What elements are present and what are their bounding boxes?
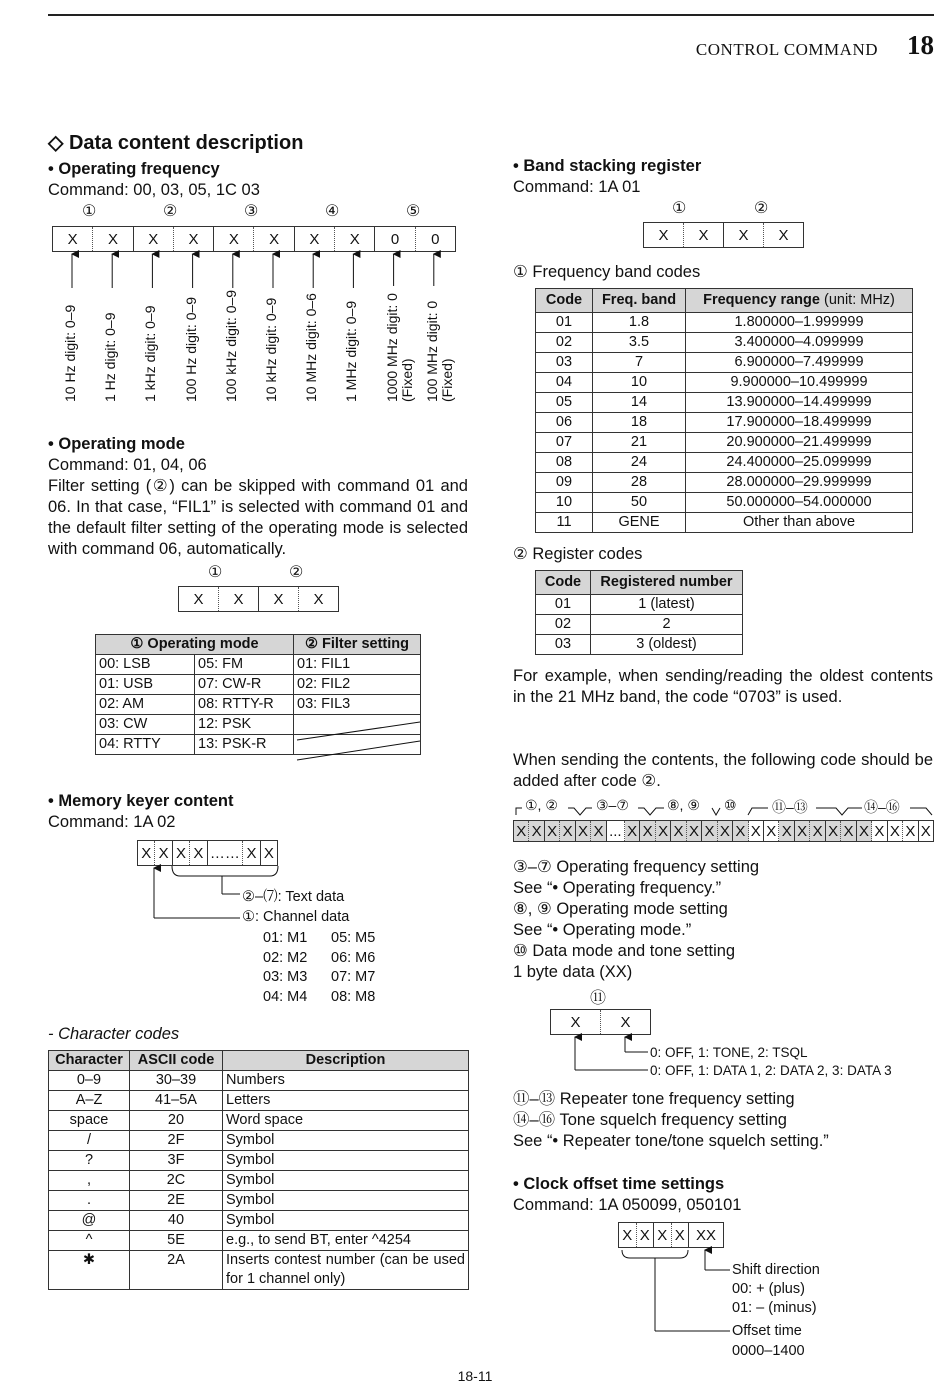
freq-cell: 50 [593,493,686,513]
charcodes-cell: 3F [130,1151,223,1171]
charcodes-cell: 20 [130,1111,223,1131]
charcodes-cell: 0–9 [49,1071,130,1091]
charcodes-cell: 2F [130,1131,223,1151]
freq-cell: 3.400000–4.099999 [686,333,913,353]
seq-group-label: ①, ② [525,797,558,813]
clock-offset-range: 0000–1400 [732,1343,805,1359]
keyer-channel: 04: M4 [263,988,308,1005]
page-number: 18 [907,30,934,60]
charcodes-cell: Inserts contest number (can be used for 1 channel only) [223,1251,469,1290]
freq-band-title: ① Frequency band codes [513,263,701,281]
charcodes-cell: 2A [130,1251,223,1290]
clock-cell: X [672,1223,690,1247]
opfreq-command: Command: 00, 03, 05, 1C 03 [48,181,260,199]
freq-cell: 20.900000–21.499999 [686,433,913,453]
clock-cell: X [654,1223,672,1247]
opfreq-digit-label: 10 kHz digit: 0–9 [263,297,279,402]
charcodes-cell: 2E [130,1191,223,1211]
opmode-cell: 03: CW [96,715,195,735]
freq-cell: 3.5 [593,333,686,353]
band-cell: X [724,223,764,247]
seq-cell: X [529,821,544,841]
band-mark-1: ① [672,200,687,217]
freq-cell: 01 [536,313,593,333]
seq-cell: X [749,821,764,841]
band-note: See “• Operating mode.” [513,921,692,939]
clock-cell: XX [695,1226,716,1244]
clock-cell: X [637,1223,655,1247]
charcodes-cell: Symbol [223,1211,469,1231]
opmode-cell: 02: FIL2 [294,675,421,695]
opmode-cell: X [179,587,219,611]
seq-cell: X [656,821,671,841]
charcodes-cell: 40 [130,1211,223,1231]
band-sending-text: When sending the contents, the following code should be added after code ②. [513,751,933,790]
freq-cell: 24.400000–25.099999 [686,453,913,473]
freq-cell: 05 [536,393,593,413]
clock-title: • Clock offset time settings [513,1175,725,1193]
band-note: ⑪–⑬ Repeater tone frequency setting [513,1090,795,1108]
seq-cell: X [888,821,903,841]
band-example-text: For example, when sending/reading the oldest contents in the 21 MHz band, the code “0703” is used. [513,667,933,706]
opmode-cell: X [313,590,324,608]
opfreq-cell: X [214,227,254,251]
reg-header: Code [536,571,591,595]
tone-mode-label: 0: OFF, 1: TONE, 2: TSQL [650,1045,808,1060]
clock-command: Command: 1A 050099, 050101 [513,1196,742,1214]
freq-cell: 7 [593,353,686,373]
opfreq-digit-label: 10 Hz digit: 0–9 [62,304,78,402]
opmode-cell: 00: LSB [96,655,195,675]
freq-cell: 17.900000–18.499999 [686,413,913,433]
seq-cell: X [857,821,872,841]
opmode-cell: 12: PSK [195,715,294,735]
opfreq-group-mark: ① [82,203,97,220]
reg-cell: 2 [591,615,743,635]
freq-cell: 6.900000–7.499999 [686,353,913,373]
opmode-cell: 08: RTTY-R [195,695,294,715]
freq-cell: 04 [536,373,593,393]
opfreq-digit-label: 1 kHz digit: 0–9 [142,305,159,402]
reg-header: Registered number [591,571,743,595]
clock-cell: X [619,1223,637,1247]
band-note: ⑭–⑯ Tone squelch frequency setting [513,1111,787,1129]
charcodes-cell: 5E [130,1231,223,1251]
clock-offset-label: Offset time [732,1323,802,1339]
freq-header-code: Code [536,289,593,313]
band-note: See “• Repeater tone/tone squelch setting.” [513,1132,829,1150]
keyer-cell: X [263,844,274,862]
opfreq-digit-label: 100 Hz digit: 0–9 [182,296,199,402]
opfreq-fixed-label: (Fixed) [438,358,455,402]
opmode-mark-2: ② [289,564,304,581]
freq-cell: 13.900000–14.499999 [686,393,913,413]
freq-cell: 50.000000–54.000000 [686,493,913,513]
charcodes-cell: , [49,1171,130,1191]
freq-cell: 24 [593,453,686,473]
opfreq-digit-label: 100 kHz digit: 0–9 [222,289,239,402]
charcodes-cell: @ [49,1211,130,1231]
band-note: ⑧, ⑨ Operating mode setting [513,900,728,918]
seq-cell: X [514,821,529,841]
keyer-text-data: ②–⑺: Text data [242,889,345,905]
opfreq-title: • Operating frequency [48,160,220,178]
freq-cell: 02 [536,333,593,353]
opfreq-fixed-label: (Fixed) [398,358,415,402]
opmode-header-mode: ① Operating mode [96,635,294,655]
keyer-channel: 03: M3 [263,969,308,985]
seq-group-label: ⑩ [724,797,737,813]
charcodes-cell: Symbol [223,1171,469,1191]
band-cell: X [644,223,684,247]
seq-group-label: ⑭–⑯ [864,799,900,815]
charcodes-cell: Word space [223,1111,469,1131]
keyer-channel: 02: M2 [263,949,308,966]
opmode-cell: 07: CW-R [195,675,294,695]
seq-cell: X [702,821,717,841]
charcodes-header: ASCII code [130,1051,223,1071]
opfreq-group-mark: ② [163,203,178,220]
charcodes-cell: Letters [223,1091,469,1111]
seq-cell: X [903,821,918,841]
register-title: ② Register codes [513,545,643,563]
keyer-title: • Memory keyer content [48,792,234,810]
seq-cell: X [576,821,591,841]
opfreq-digit-label: 1000 MHz digit: 0 [383,293,400,402]
opmode-cell: 01: FIL1 [294,655,421,675]
freq-header-band: Freq. band [593,289,686,313]
band-title: • Band stacking register [513,157,702,175]
opfreq-cell: X [174,227,214,251]
freq-cell: 1.8 [593,313,686,333]
freq-cell: 06 [536,413,593,433]
charcodes-cell: 41–5A [130,1091,223,1111]
freq-cell: 10 [536,493,593,513]
freq-cell: 18 [593,413,686,433]
keyer-cell: X [173,841,190,865]
band-note: ⑩ Data mode and tone setting [513,942,736,960]
opfreq-cell: X [335,227,375,251]
opmode-cell: X [219,587,259,611]
freq-cell: 07 [536,433,593,453]
opmode-command: Command: 01, 04, 06 [48,456,207,474]
seq-group-label: ③–⑦ [596,797,629,813]
band-cell: X [684,223,724,247]
freq-cell: 03 [536,353,593,373]
seq-group-label: ⑧, ⑨ [667,797,700,813]
freq-cell: 14 [593,393,686,413]
opmode-cell: 01: USB [96,675,195,695]
seq-cell: X [826,821,841,841]
band-cell: X [778,226,789,244]
band-note: ③–⑦ Operating frequency setting [513,858,760,876]
opfreq-group-mark: ④ [325,203,340,220]
opfreq-cell: 0 [375,227,415,251]
charcodes-cell: Symbol [223,1131,469,1151]
seq-cell: X [872,821,887,841]
data-mode-label: 0: OFF, 1: DATA 1, 2: DATA 2, 3: DATA 3 [650,1063,892,1078]
freq-cell: 10 [593,373,686,393]
seq-cell: X [779,821,794,841]
opfreq-digit-label: 1 Hz digit: 0–9 [102,312,119,402]
opmode-cell: 02: AM [96,695,195,715]
seq-cell: ... [607,821,625,841]
freq-cell: 1.800000–1.999999 [686,313,913,333]
clock-shift-label: Shift direction [732,1262,820,1278]
freq-cell: 9.900000–10.499999 [686,373,913,393]
keyer-channel: 07: M7 [331,969,376,985]
seq-cell: X [810,821,825,841]
opmode-cell: 04: RTTY [96,735,195,755]
opfreq-group-mark: ③ [244,203,259,220]
opfreq-group-mark: ⑤ [406,203,421,220]
keyer-channel: 05: M5 [331,930,376,946]
charcodes-cell: e.g., to send BT, enter ^4254 [223,1231,469,1251]
section-title: ◇ Data content description [48,132,304,154]
seq-cell: X [671,821,686,841]
footer-page: 18-11 [457,1368,493,1384]
freq-cell: Other than above [686,513,913,533]
opmode-cell: 05: FM [195,655,294,675]
opfreq-cell: X [134,227,174,251]
reg-cell: 3 (oldest) [591,635,743,655]
seq-cell: X [687,821,702,841]
opfreq-digit-label: 1 MHz digit: 0–9 [343,300,360,402]
charcodes-cell: A–Z [49,1091,130,1111]
opmode-cell: 13: PSK-R [195,735,294,755]
opfreq-cell: X [53,227,93,251]
charcodes-cell: . [49,1191,130,1211]
charcodes-header: Character [49,1051,130,1071]
freq-cell: GENE [593,513,686,533]
reg-cell: 02 [536,615,591,635]
charcodes-cell: ^ [49,1231,130,1251]
keyer-cell: …… [208,841,244,865]
clock-minus: 01: – (minus) [732,1300,817,1316]
charcodes-cell: Numbers [223,1071,469,1091]
seq-cell: X [545,821,560,841]
keyer-command: Command: 1A 02 [48,813,176,831]
keyer-cell: X [138,841,155,865]
freq-cell: 08 [536,453,593,473]
charcodes-cell: Symbol [223,1151,469,1171]
charcodes-cell: ? [49,1151,130,1171]
seq-cell: X [733,821,748,841]
reg-cell: 01 [536,595,591,615]
seq-cell: X [625,821,640,841]
charcodes-cell: ✱ [49,1251,130,1290]
clock-plus: 00: + (plus) [732,1281,805,1297]
seq-cell: X [560,821,575,841]
seq-cell: X [764,821,779,841]
keyer-channel: 06: M6 [331,949,376,966]
freq-header-range-text: Frequency range [703,292,820,308]
charcodes-cell: Symbol [223,1191,469,1211]
band-note: 1 byte data (XX) [513,963,633,981]
charcodes-cell: / [49,1131,130,1151]
opmode-description: Filter setting (②) can be skipped with command 01 and 06. In that case, “FIL1” is selected with command 01 and the default filter setting of the operating mode is selected with command 06, automatically. [48,477,468,558]
keyer-channel: 01: M1 [263,930,308,946]
keyer-cell: X [243,841,260,865]
band-mark-2: ② [754,200,769,217]
band-note: See “• Operating frequency.” [513,879,722,897]
header-title: CONTROL COMMAND [695,40,878,59]
keyer-channel: 08: M8 [331,988,376,1005]
band-command: Command: 1A 01 [513,178,641,196]
freq-cell: 11 [536,513,593,533]
opfreq-cell: X [254,227,294,251]
freq-cell: 28.000000–29.999999 [686,473,913,493]
seq-cell: X [640,821,655,841]
reg-cell: 03 [536,635,591,655]
charcodes-cell: space [49,1111,130,1131]
seq-cell: X [591,821,606,841]
seq-cell: X [920,822,931,840]
opmode-header-filter: ② Filter setting [294,635,421,655]
charcodes-cell: 30–39 [130,1071,223,1091]
keyer-cell: X [190,841,207,865]
seq-cell: X [718,821,733,841]
reg-cell: 1 (latest) [591,595,743,615]
opfreq-cell: X [295,227,335,251]
seq-group-label: ⑪–⑬ [772,799,808,815]
charcodes-header: Description [223,1051,469,1071]
opmode-cell: 03: FIL3 [294,695,421,715]
opmode-title: • Operating mode [48,435,185,453]
seq-cell: X [841,821,856,841]
tone-cell: X [620,1013,631,1031]
tone-mark: ⑪ [590,990,607,1007]
opfreq-digit-label: 10 MHz digit: 0–6 [303,293,320,402]
charcodes-cell: 2C [130,1171,223,1191]
opmode-cell: X [259,587,299,611]
seq-cell: X [795,821,810,841]
opfreq-cell: X [93,227,133,251]
tone-cell: X [551,1010,601,1034]
keyer-cell: X [155,841,172,865]
charcodes-title: - Character codes [48,1025,180,1043]
opfreq-cell: 0 [431,230,440,248]
freq-cell: 28 [593,473,686,493]
opfreq-digit-label: 100 MHz digit: 0 [423,300,440,402]
freq-header-unit: (unit: MHz) [823,292,895,308]
keyer-channel-data: ①: Channel data [242,909,350,925]
freq-cell: 09 [536,473,593,493]
opmode-mark-1: ① [208,564,223,581]
freq-cell: 21 [593,433,686,453]
